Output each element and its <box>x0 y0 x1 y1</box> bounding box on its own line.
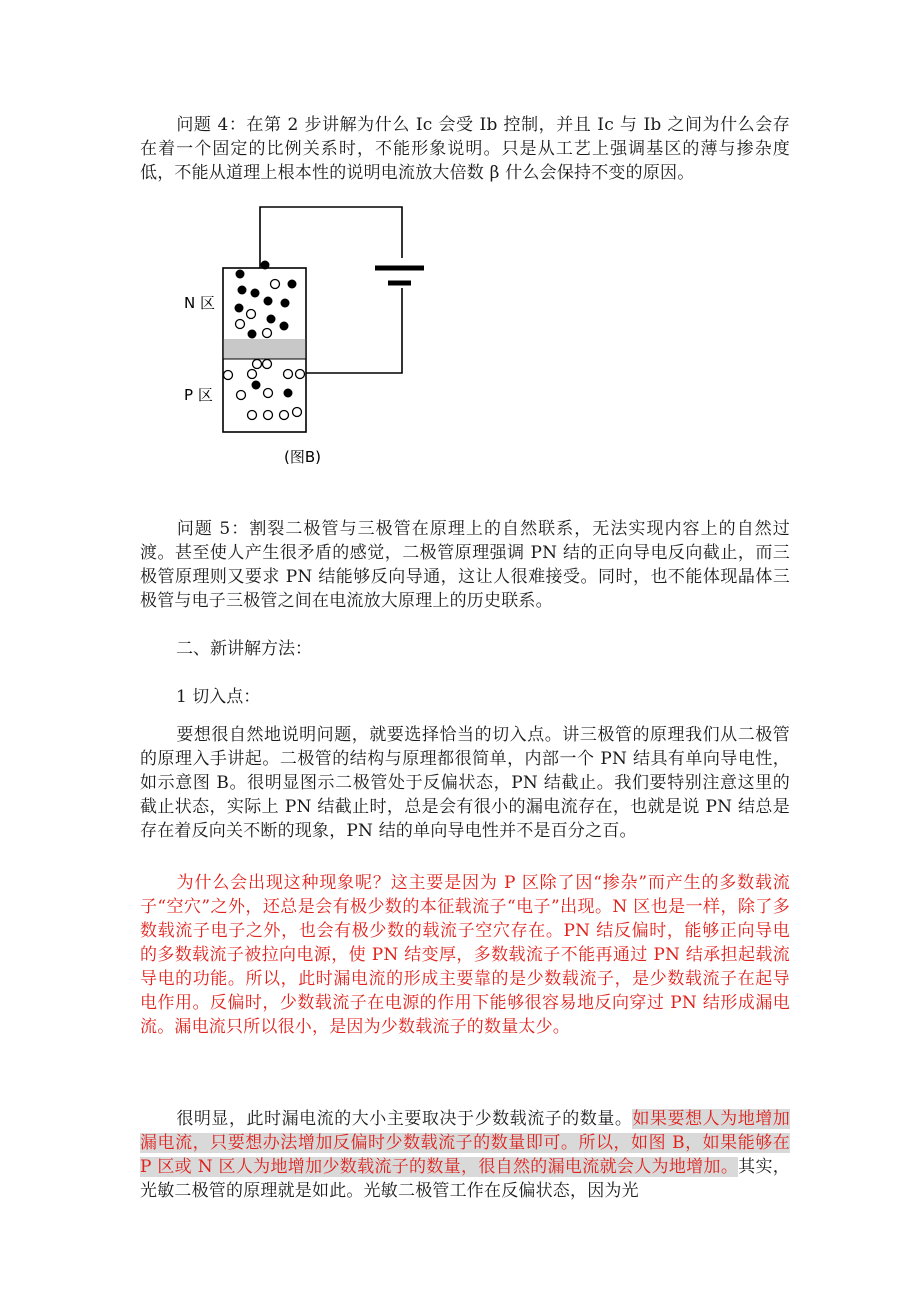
wire-bottom <box>306 288 402 373</box>
p-region-label: P 区 <box>184 386 213 404</box>
entry-text: 要想很自然地说明问题，就要选择恰当的切入点。讲三极管的原理我们从二极管的原理入手讲起。二极管的结构与原理都很简单，内部一个 PN 结具有单向导电性，如示意图 B。很明显图示二极管处于反偏状态，PN 结截止。我们要特别注意这里的截止状态，实际上 PN 结截止时，总是会有很小的漏电流存在，也就是说 PN 结总是存在着反向关不断的现象，PN 结的单向导电性并不是百分之百。 <box>140 725 790 841</box>
problem-5-text: 问题 5：割裂二极管与三极管在原理上的自然联系，无法实现内容上的自然过渡。甚至使人产生很矛盾的感觉，二极管原理强调 PN 结的正向导电反向截止，而三极管原理则又要求 PN 结能够反向导通，这让人很难接受。同时，也不能体现晶体三极管与电子三极管之间在电流放大原理上的历史联系。 <box>140 519 790 611</box>
last-paragraph <box>140 1107 790 1203</box>
problem-4-text: 问题 4：在第 2 步讲解为什么 Ic 会受 Ib 控制，并且 Ic 与 Ib 之间为什么会存在着一个固定的比例关系时，不能形象说明。只是从工艺上强调基区的薄与掺杂度低，不能从道理上根本性的说明电流放大倍数 β 什么会保持不变的原因。 <box>140 115 790 183</box>
section-heading: 二、新讲解方法： <box>176 639 312 659</box>
subheading-entry-point: 1 切入点： <box>176 687 261 707</box>
n-region-label: N 区 <box>184 294 215 312</box>
entry-paragraph <box>140 723 790 843</box>
pn-junction-region <box>224 339 305 359</box>
red-explanation-paragraph <box>140 871 790 1039</box>
pn-junction-diagram <box>180 200 440 475</box>
highlighted-text: 如果要想人为地增加漏电流，只要想办法增加反偏时少数载流子的数量即可。所以，如图 B，如果能够在 P 区或 N 区人为地增加少数载流子的数量，很自然的漏电流就会人为地增加。 <box>140 1109 790 1177</box>
problem-5-paragraph <box>140 517 790 613</box>
last-paragraph-lead: 很明显，此时漏电流的大小主要取决于少数载流子的数量。 <box>176 1109 633 1129</box>
red-explanation-text: 为什么会出现这种现象呢？这主要是因为 P 区除了因“掺杂”而产生的多数载流子“空穴”之外，还总是会有极少数的本征载流子“电子”出现。N 区也是一样，除了多数载流子电子之外，也会有极少数的载流子空穴存在。PN 结反偏时，能够正向导电的多数载流子被拉向电源，使 PN 结变厚，多数载流子不能再通过 PN 结承担起载流导电的功能。所以，此时漏电流的形成主要靠的是少数载流子，是少数载流子在起导电作用。反偏时，少数载流子在电源的作用下能够很容易地反向穿过 PN 结形成漏电流。漏电流只所以很小，是因为少数载流子的数量太少。 <box>140 873 790 1037</box>
last-paragraph-tail: 其实，光敏二极管的原理就是如此。光敏二极管工作在反偏状态，因为光 <box>140 1157 790 1201</box>
problem-4-paragraph <box>140 113 790 185</box>
wire-top <box>260 207 402 268</box>
figure-caption: (图B) <box>284 448 321 466</box>
